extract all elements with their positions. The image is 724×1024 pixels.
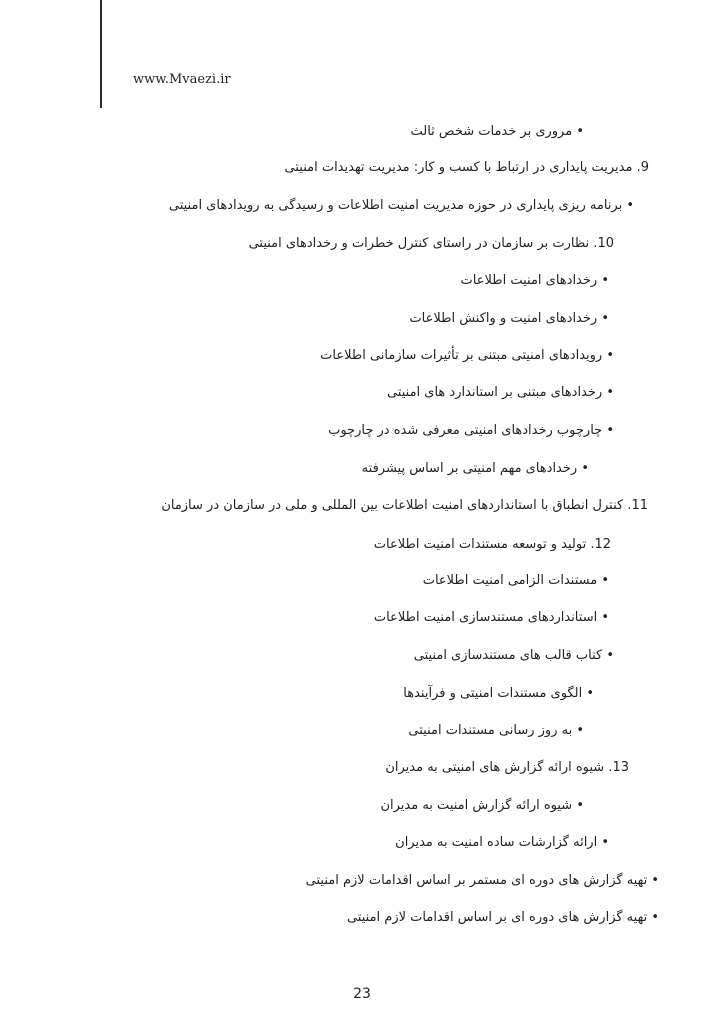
toc-entry: • استانداردهای مستندسازی امنیت اطلاعات — [373, 610, 609, 625]
toc-entry: • مروری بر خدمات شخص ثالث — [410, 124, 584, 139]
toc-entry: 9. مدیریت پایداری در ارتباط با کسب و کار: مدیریت تهدیدات امنیتی — [284, 160, 649, 175]
margin-rule — [100, 0, 102, 108]
toc-entry: 13. شیوه ارائه گزارش های امنیتی به مدیران — [385, 760, 629, 775]
toc-entry: • رخدادهای امنیت و واکنش اطلاعات — [409, 311, 609, 326]
toc-entry: 10. نظارت بر سازمان در راستای کنترل خطرات و رخدادهای امنیتی — [248, 236, 614, 251]
page-number: 23 — [353, 986, 371, 1002]
toc-entry: • مستندات الزامی امنیت اطلاعات — [422, 573, 609, 588]
toc-entry: • چارچوب رخدادهای امنیتی معرفی شده در چارچوب — [328, 423, 614, 438]
toc-entry: • کتاب قالب های مستندسازی امنیتی — [413, 648, 614, 663]
toc-entry: 12. تولید و توسعه مستندات امنیت اطلاعات — [373, 537, 611, 552]
toc-entry: • تهیه گزارش های دوره ای بر اساس اقدامات لازم امنیتی — [346, 910, 659, 925]
toc-entry: • الگوی مستندات امنیتی و فرآیندها — [403, 686, 594, 701]
toc-entry: • رخدادهای مبتنی بر استاندارد های امنیتی — [386, 385, 614, 400]
toc-entry: 11. کنترل انطباق با استانداردهای امنیت اطلاعات بین المللی و ملی در سازمان در سازمان — [161, 498, 648, 513]
site-url: www.Mvaezi.ir — [133, 72, 231, 87]
toc-entry: • رخدادهای امنیت اطلاعات — [460, 273, 609, 288]
toc-entry: • شیوه ارائه گزارش امنیت به مدیران — [380, 798, 584, 813]
toc-entry: • ارائه گزارشات ساده امنیت به مدیران — [395, 835, 609, 850]
toc-entry: • به روز رسانی مستندات امنیتی — [408, 723, 584, 738]
toc-entry: • رخدادهای مهم امنیتی بر اساس پیشرفته — [361, 461, 589, 476]
toc-entry: • برنامه ریزی پایداری در حوزه مدیریت امنیت اطلاعات و رسیدگی به رویدادهای امنیتی — [168, 198, 634, 213]
toc-entry: • رویدادهای امنیتی مبتنی بر تأثیرات سازمانی اطلاعات — [320, 348, 614, 363]
toc-entry: • تهیه گزارش های دوره ای مستمر بر اساس اقدامات لازم امنیتی — [305, 873, 659, 888]
